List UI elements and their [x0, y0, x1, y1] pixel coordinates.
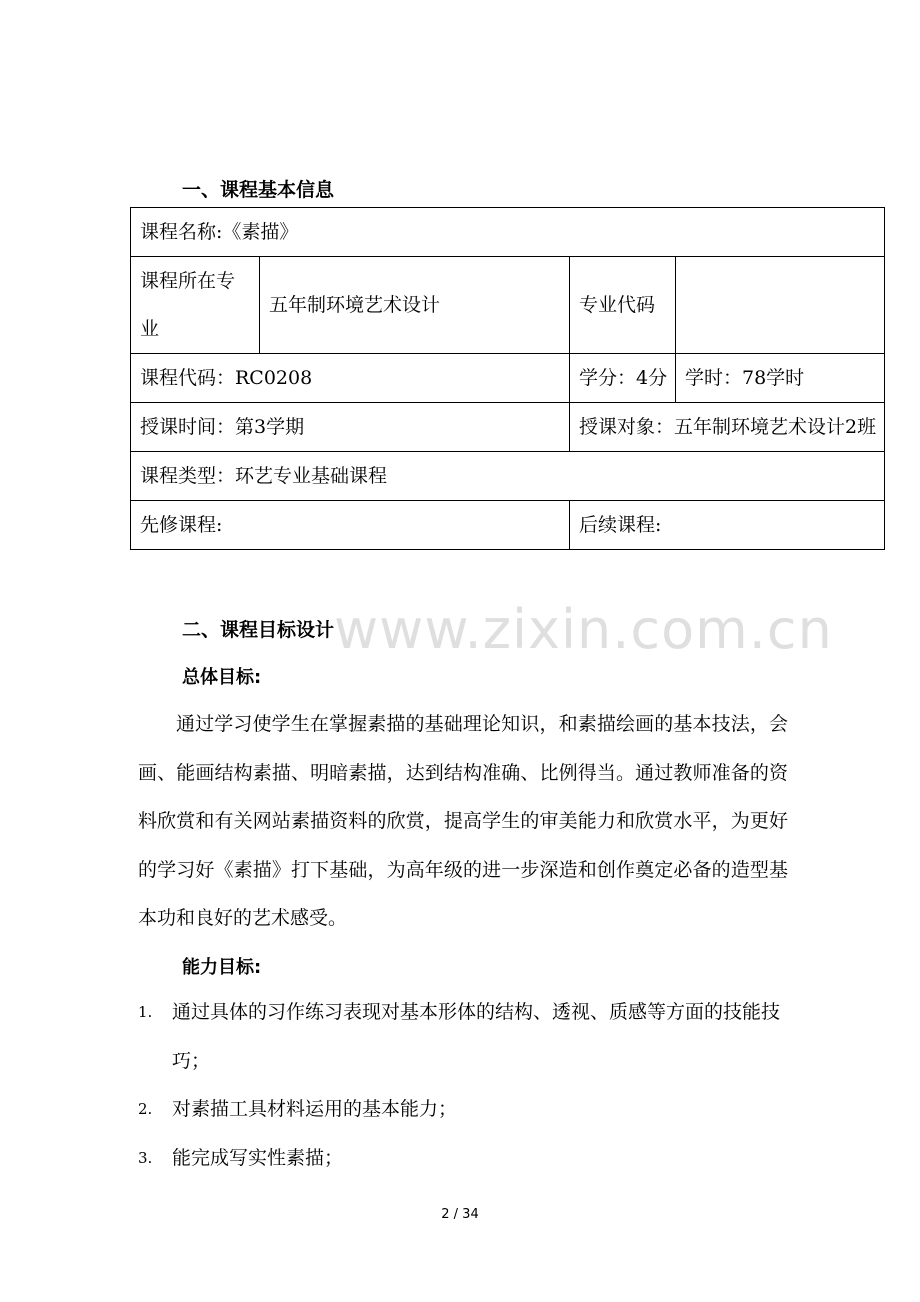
ability-goal-label: 能力目标: — [182, 957, 262, 978]
major-label-cell: 课程所在专业 — [131, 257, 260, 354]
list-item-text: 能完成写实性素描； — [172, 1146, 344, 1169]
major-code-value-cell — [676, 257, 885, 354]
page-number: 2 / 34 — [441, 1207, 479, 1222]
section-title-basic-info: 一、课程基本信息 — [182, 179, 335, 201]
list-item — [138, 1134, 788, 1183]
list-item — [138, 1085, 788, 1134]
overall-goal-paragraph: 通过学习使学生在掌握素描的基础理论知识，和素描绘画的基本技法，会画、能画结构素描、明暗素描，达到结构准确、比例得当。通过教师准备的资料欣赏和有关网站素描资料的欣赏，提高学生的审美能力和欣赏水平，为更好的学习好《素描》打下基础，为高年级的进一步深造和创作奠定必备的造型基本功和良好的艺术感受。 — [138, 713, 788, 929]
list-item-text: 通过具体的习作练习表现对基本形体的结构、透视、质感等方面的技能技巧； — [172, 1001, 781, 1072]
ability-goal-list — [138, 988, 788, 1182]
major-value-cell: 五年制环境艺术设计 — [260, 257, 570, 354]
list-number: 2. — [138, 1100, 153, 1118]
list-number: 1. — [138, 1003, 153, 1021]
term-cell: 授课时间：第3学期 — [131, 403, 570, 452]
hours-cell: 学时：78学时 — [676, 354, 885, 403]
course-code-cell: 课程代码：RC0208 — [131, 354, 570, 403]
section-title-objectives: 二、课程目标设计 — [182, 619, 335, 641]
prerequisite-cell: 先修课程: — [131, 501, 570, 550]
watermark: www.zixin.com.cn — [334, 598, 833, 661]
course-type-cell: 课程类型：环艺专业基础课程 — [131, 452, 885, 501]
followup-cell: 后续课程: — [570, 501, 885, 550]
audience-cell: 授课对象：五年制环境艺术设计2班 — [570, 403, 885, 452]
course-info-table — [130, 207, 885, 550]
list-number: 3. — [138, 1148, 153, 1167]
list-item-text: 对素描工具材料运用的基本能力； — [172, 1098, 458, 1120]
credits-cell: 学分：4分 — [570, 354, 676, 403]
course-name-cell: 课程名称:《素描》 — [131, 208, 885, 257]
major-code-label-cell: 专业代码 — [570, 257, 676, 354]
list-item — [138, 988, 788, 1085]
overall-goal-label: 总体目标: — [182, 667, 262, 688]
